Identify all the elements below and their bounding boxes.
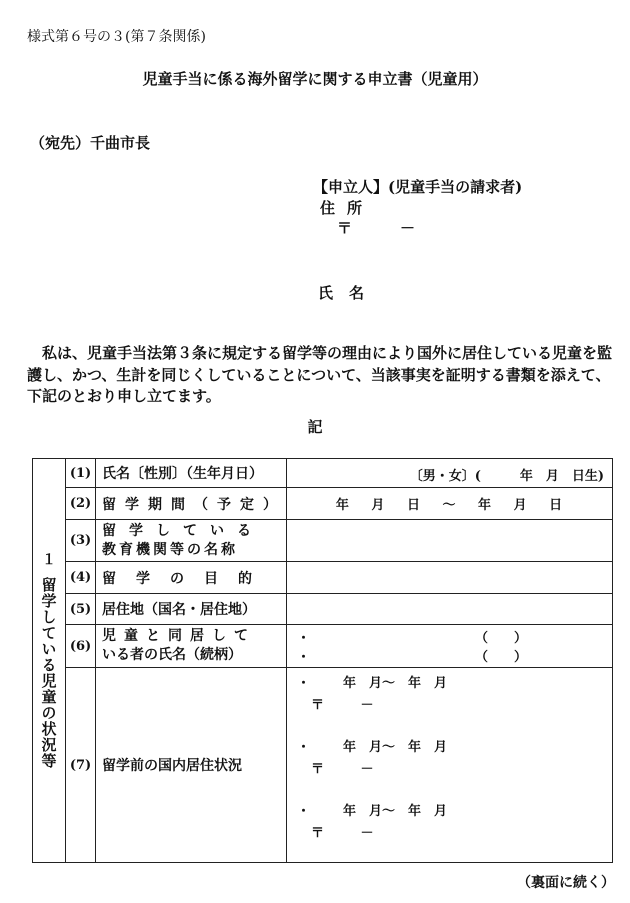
form-number: 様式第６号の３(第７条関係): [27, 29, 206, 45]
list-item: [287, 646, 612, 665]
residence-dates: 年 月～ 年 月: [343, 676, 448, 691]
table-row: [33, 488, 613, 520]
table-row: [33, 594, 613, 625]
row-number: (7): [66, 668, 96, 863]
row-label: 氏名〔性別〕（生年月日）: [96, 459, 287, 488]
address-label: 住所: [320, 199, 375, 217]
cohabitant-field[interactable]: [287, 625, 613, 668]
table-row: [33, 459, 613, 488]
row-label: [96, 625, 287, 668]
addressee: （宛先）千曲市長: [30, 134, 151, 152]
period-day-2: 日: [549, 498, 564, 513]
period-month-2: 月: [513, 498, 528, 513]
relationship-parens: （ ）: [475, 650, 528, 665]
student-status-table: [32, 458, 613, 863]
row-number: (3): [66, 520, 96, 562]
row-label: 留学期間（予定）: [96, 488, 287, 520]
postal-mark: 〒: [311, 826, 325, 841]
period-separator: ～: [442, 498, 457, 513]
list-item: [287, 734, 612, 798]
postal-mark: 〒: [311, 698, 325, 713]
period-year-1: 年: [335, 498, 350, 513]
table-row: [33, 625, 613, 668]
row-number: (6): [66, 625, 96, 668]
period-month-1: 月: [371, 498, 386, 513]
document-title: 児童手当に係る海外留学に関する申立書（児童用）: [142, 70, 488, 88]
row-number: (1): [66, 459, 96, 488]
postal-dash: －: [400, 219, 416, 237]
table-row: [33, 562, 613, 594]
table-row: [33, 668, 613, 863]
postal-mark: 〒: [311, 762, 325, 777]
row-number: (2): [66, 488, 96, 520]
relationship-parens: （ ）: [475, 631, 528, 646]
sex-birth-template: 〔男・女〕( 年 月 日生): [409, 469, 604, 484]
row-label-line: 留学している: [102, 522, 264, 539]
bullet: ・: [297, 650, 311, 665]
row-label: 留学前の国内居住状況: [96, 668, 287, 863]
postal-mark: 〒: [337, 219, 353, 237]
postal-dash: －: [360, 826, 374, 841]
residence-dates: 年 月～ 年 月: [343, 804, 448, 819]
residence-field[interactable]: [287, 594, 613, 625]
name-sex-birth-field[interactable]: [287, 459, 613, 488]
list-item: [287, 798, 612, 862]
postal-dash: －: [360, 762, 374, 777]
row-label-line: いる者の氏名（続柄）: [102, 647, 242, 663]
declaration-text: 私は、児童手当法第３条に規定する留学等の理由により国外に居住している児童を監護し、かつ、生計を同じくしていることについて、当該事実を証明する書類を添えて、下記のとおり申し立てます。: [27, 344, 613, 405]
row-label: 留学の目的: [96, 562, 287, 594]
list-item: [287, 670, 612, 734]
domestic-residence-field[interactable]: [287, 668, 613, 863]
study-period-field[interactable]: [287, 488, 613, 520]
row-label: [96, 520, 287, 562]
continued-note: （裏面に続く）: [517, 875, 615, 891]
institution-name-field[interactable]: [287, 520, 613, 562]
bullet: ・: [297, 631, 311, 646]
applicant-heading: 【申立人】(児童手当の請求者): [313, 178, 523, 196]
row-label-line: 教育機関等の名称: [102, 541, 238, 558]
section-cell: [33, 459, 66, 863]
row-label: 居住地（国名・居住地）: [96, 594, 287, 625]
bullet: ・: [297, 740, 311, 755]
period-year-2: 年: [478, 498, 493, 513]
period-day-1: 日: [406, 498, 421, 513]
bullet: ・: [297, 676, 311, 691]
name-label: 氏名: [318, 284, 381, 302]
residence-dates: 年 月～ 年 月: [343, 740, 448, 755]
bullet: ・: [297, 804, 311, 819]
section-number: １: [42, 551, 56, 568]
postal-dash: －: [360, 698, 374, 713]
row-number: (4): [66, 562, 96, 594]
ki-heading: 記: [307, 418, 323, 436]
section-label: 留学している児童の状況等: [39, 576, 58, 769]
list-item: [287, 627, 612, 646]
row-label-line: 児童と同居して: [102, 628, 256, 644]
row-number: (5): [66, 594, 96, 625]
table-row: [33, 520, 613, 562]
purpose-field[interactable]: [287, 562, 613, 594]
